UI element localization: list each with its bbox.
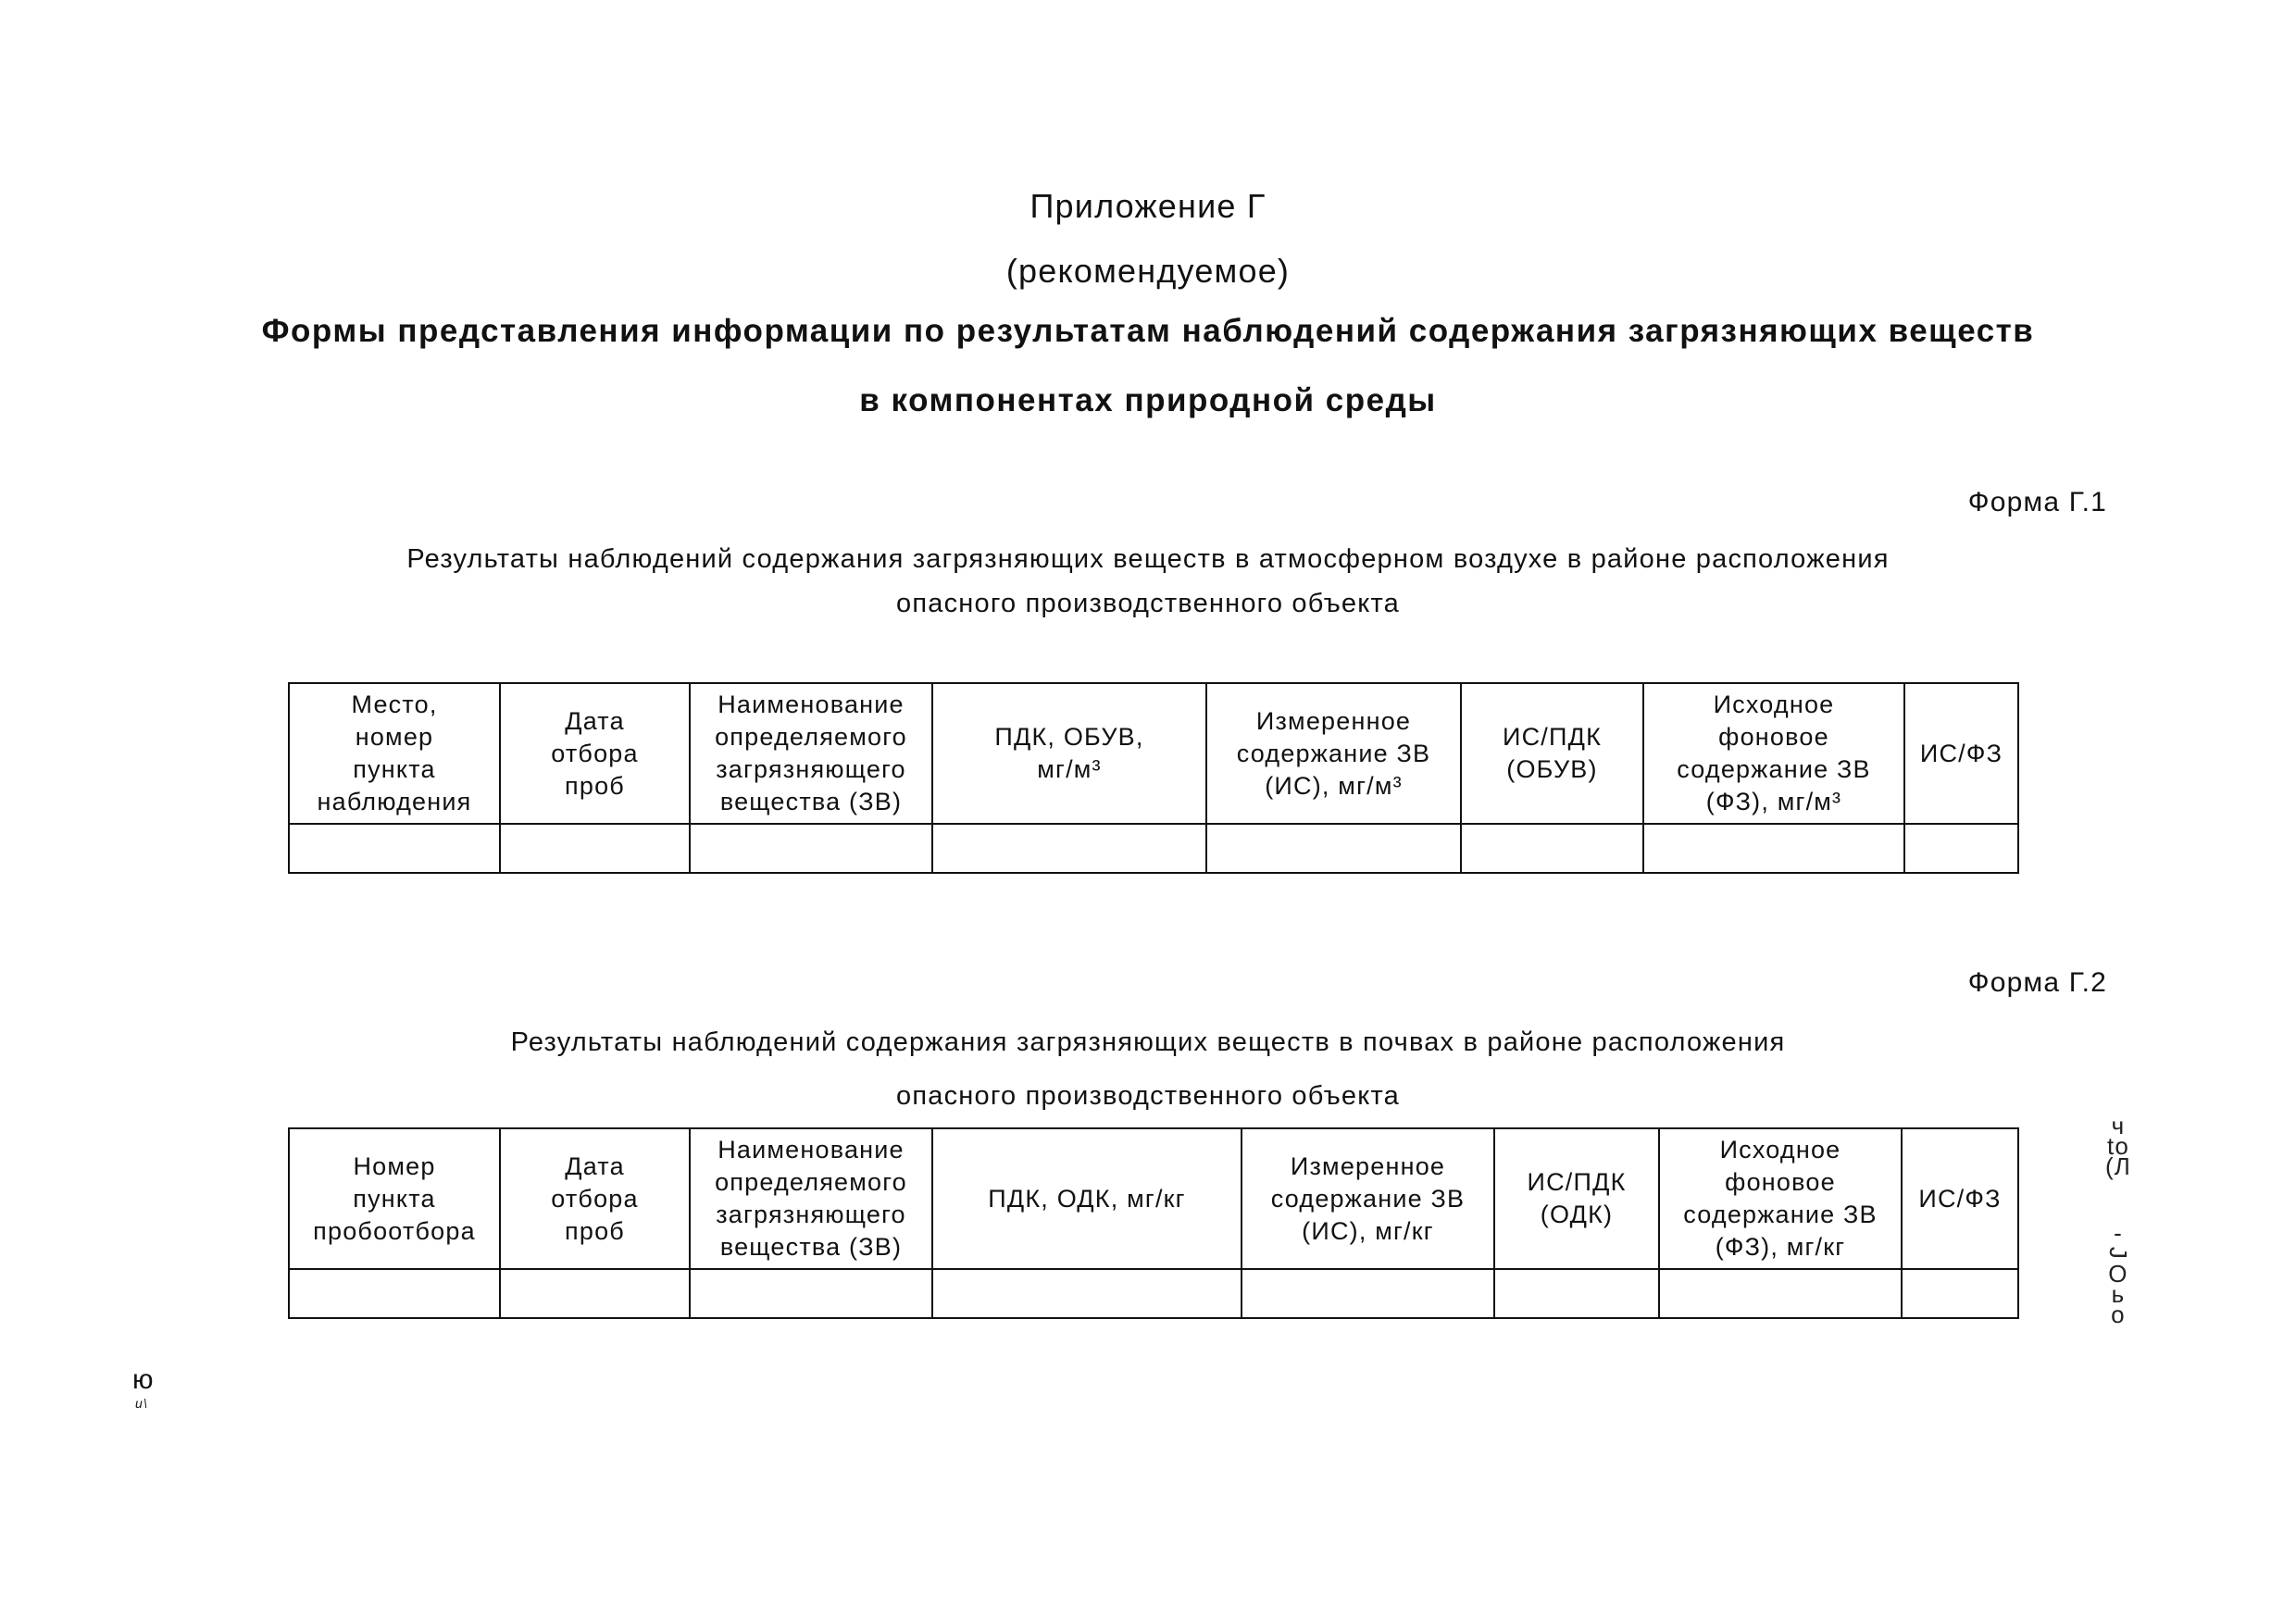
table-row xyxy=(289,824,2018,873)
form-2-col-measured: Измеренное содержание ЗВ (ИС), мг/кг xyxy=(1242,1128,1494,1269)
table-cell xyxy=(1904,824,2018,873)
table-cell xyxy=(500,824,690,873)
form-2-caption-line2: опасного производственного объекта xyxy=(896,1081,1400,1111)
form-1-col-measured: Измеренное содержание ЗВ (ИС), мг/м³ xyxy=(1206,683,1461,824)
form-2-col-background: Исходное фоновое содержание ЗВ (ФЗ), мг/кг xyxy=(1659,1128,1902,1269)
table-cell xyxy=(500,1269,690,1318)
page-mark: ю xyxy=(132,1364,155,1395)
form-2-col-mpc: ПДК, ОДК, мг/кг xyxy=(932,1128,1242,1269)
form-1-header-row xyxy=(289,683,2018,824)
appendix-status: (рекомендуемое) xyxy=(1005,252,1291,290)
document-title-line1: Формы представления информации по результатам наблюдений содержания загрязняющих веществ xyxy=(261,313,2035,349)
document-title-line2: в компонентах природной среды xyxy=(859,382,1437,418)
form-1-label: Форма Г.1 xyxy=(1967,487,2107,517)
margin-mark: о xyxy=(2111,1301,2126,1328)
table-cell xyxy=(1494,1269,1659,1318)
form-1-table xyxy=(288,682,2019,874)
table-cell xyxy=(690,1269,932,1318)
form-1-col-place: Место, номер пункта наблюдения xyxy=(289,683,500,824)
form-2-col-date: Дата отбора проб xyxy=(500,1128,690,1269)
table-cell xyxy=(1242,1269,1494,1318)
form-1-col-ratio-bg: ИС/ФЗ xyxy=(1904,683,2018,824)
form-1-col-mpc: ПДК, ОБУВ, мг/м³ xyxy=(932,683,1206,824)
form-2-table xyxy=(288,1127,2019,1319)
table-cell xyxy=(289,1269,500,1318)
form-2-col-ratio-mpc: ИС/ПДК (ОДК) xyxy=(1494,1128,1659,1269)
form-2-label: Форма Г.2 xyxy=(1967,967,2107,998)
table-cell xyxy=(1659,1269,1902,1318)
table-cell xyxy=(932,824,1206,873)
form-2-header-row xyxy=(289,1128,2018,1269)
page-mark-small: и\ xyxy=(135,1396,149,1411)
form-1-caption-line2: опасного производственного объекта xyxy=(896,589,1400,618)
form-1-col-ratio-mpc: ИС/ПДК (ОБУВ) xyxy=(1461,683,1643,824)
margin-mark: (Л xyxy=(2104,1152,2132,1180)
margin-mark: - xyxy=(2114,1219,2123,1247)
form-2-col-point: Номер пункта пробоотбора xyxy=(289,1128,500,1269)
margin-mark: ь xyxy=(2111,1280,2126,1308)
form-2-col-ratio-bg: ИС/ФЗ xyxy=(1902,1128,2018,1269)
table-cell xyxy=(1902,1269,2018,1318)
table-cell xyxy=(1461,824,1643,873)
table-row xyxy=(289,1269,2018,1318)
form-1-col-background: Исходное фоновое содержание ЗВ (ФЗ), мг/м³ xyxy=(1643,683,1904,824)
appendix-heading: Приложение Г xyxy=(1029,187,1267,225)
margin-mark: to xyxy=(2106,1132,2130,1160)
margin-mark: О xyxy=(2108,1260,2128,1288)
form-1-col-date: Дата отбора проб xyxy=(500,683,690,824)
margin-mark: J xyxy=(2103,1246,2132,1261)
form-1-col-substance: Наименование определяемого загрязняющего вещества (ЗВ) xyxy=(690,683,932,824)
table-cell xyxy=(1643,824,1904,873)
form-1-caption-line1: Результаты наблюдений содержания загрязняющих веществ в атмосферном воздухе в районе расположения xyxy=(406,544,1890,574)
form-2-col-substance: Наименование определяемого загрязняющего вещества (ЗВ) xyxy=(690,1128,932,1269)
margin-mark: ч xyxy=(2111,1112,2126,1139)
table-cell xyxy=(932,1269,1242,1318)
table-cell xyxy=(289,824,500,873)
table-cell xyxy=(1206,824,1461,873)
table-cell xyxy=(690,824,932,873)
margin-marks xyxy=(2100,1112,2137,1328)
form-2-caption-line1: Результаты наблюдений содержания загрязняющих веществ в почвах в районе расположения xyxy=(510,1027,1786,1057)
